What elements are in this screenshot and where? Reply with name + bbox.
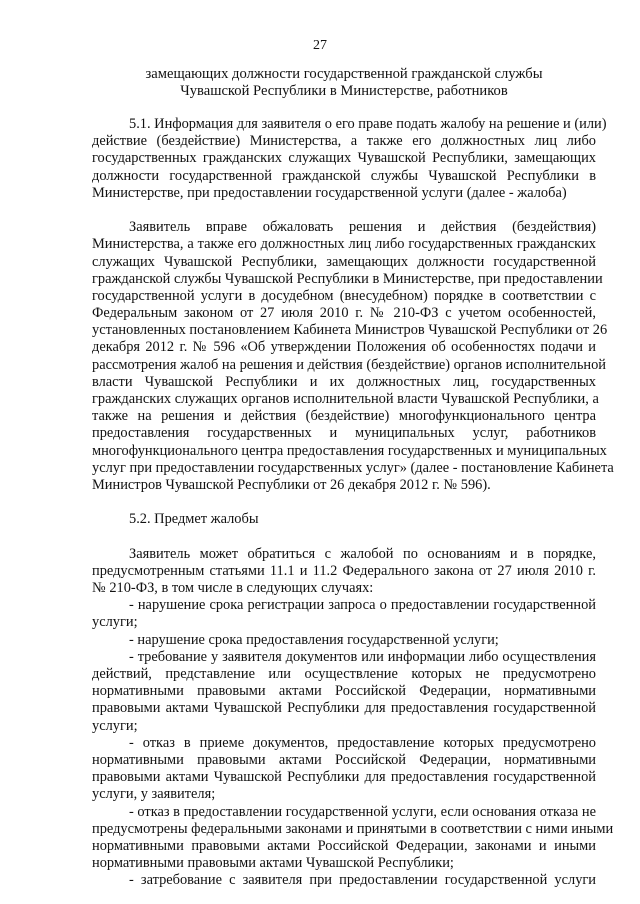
text-line: услуги, у заявителя; <box>92 786 216 803</box>
text-line: № 210-ФЗ, в том числе в следующих случаях: <box>92 580 374 597</box>
text-line: - отказ в предоставлении государственной услуги, если основания отказа не <box>129 803 596 820</box>
text-line: Министерстве, при предоставлении государственной услуги (далее - жалоба) <box>92 184 567 201</box>
text-line: услуги; <box>92 614 138 631</box>
text-line: действий, представление или осуществление которых не предусмотрено <box>92 666 596 682</box>
text-line: - отказ в приеме документов, предоставление которых предусмотрено <box>129 734 596 751</box>
text-line: многофункционального центра предоставления государственных и муниципальных <box>92 442 607 459</box>
title-line: Чувашской Республики в Министерстве, работников <box>180 83 508 99</box>
list-item <box>92 735 596 804</box>
spacer <box>92 202 596 219</box>
text-line: предусмотренным статьями 11.1 и 11.2 Федерального закона от 27 июля 2010 г. <box>92 562 596 579</box>
text-line: Заявитель может обратиться с жалобой по основаниям и в порядке, <box>129 545 596 562</box>
text-line: служащих Чувашской Республики, замещающих должности государственной <box>92 253 596 270</box>
text-line: правовыми актами Чувашской Республики для предоставления государственной <box>92 700 596 717</box>
text-line: - нарушение срока предоставления государственной услуги; <box>129 631 499 648</box>
text-line: нормативными правовыми актами Российской Федерации, законами и иными <box>92 837 596 854</box>
section-5-1-heading <box>92 116 607 202</box>
text-line: Заявитель вправе обжаловать решения и действия (бездействия) <box>129 219 596 236</box>
text-line: гражданских служащих органов исполнительной власти Чувашской Республики, а <box>92 391 599 407</box>
text-line: нормативными правовыми актами Чувашской Республики; <box>92 855 454 872</box>
paragraph-complaint-grounds <box>92 546 596 598</box>
text-line: декабря 2012 г. № 596 «Об утверждении Положения об особенностях подачи и <box>92 339 596 356</box>
text-line: государственных гражданских служащих Чувашской Республики, замещающих <box>92 150 596 167</box>
text-line: установленных постановлением Кабинета Министров Чувашской Республики от 26 <box>92 322 608 339</box>
list-item <box>92 803 614 873</box>
text-line: 5.1. Информация для заявителя о его праве подать жалобу на решение и (или) <box>129 116 607 132</box>
list-item <box>92 872 596 889</box>
text-line: Министров Чувашской Республики от 26 декабря 2012 г. № 596). <box>92 476 491 493</box>
text-line: - затребование с заявителя при предоставлении государственной услуги <box>129 872 596 889</box>
document-body <box>92 116 614 889</box>
text-line: предоставления государственных и муниципальных услуг, работников <box>92 425 596 442</box>
list-item <box>92 649 596 735</box>
text-line: власти Чувашской Республики и их должностных лиц, государственных <box>92 373 596 390</box>
text-line: действие (бездействие) Министерства, а также его должностных лиц либо <box>92 133 596 150</box>
text-line: должности государственной гражданской службы Чувашской Республики в <box>92 167 596 184</box>
page-number: 27 <box>313 38 327 53</box>
text-line: правовыми актами Чувашской Республики для предоставления государственной <box>92 769 596 786</box>
paragraph-appeal-right <box>92 219 614 494</box>
text-line: - требование у заявителя документов или информации либо осуществления <box>129 648 596 665</box>
text-line: также на решения и действия (бездействие) многофункционального центра <box>92 408 596 425</box>
spacer <box>92 494 596 511</box>
section-title <box>92 66 596 100</box>
text-line: услуги; <box>92 717 138 734</box>
spacer <box>92 529 596 546</box>
title-line: замещающих должности государственной гражданской службы <box>145 66 543 82</box>
text-line: нормативными правовыми актами Российской Федерации, нормативными <box>92 683 596 700</box>
text-line: Федеральным законом от 27 июля 2010 г. № 210-ФЗ с учетом особенностей, <box>92 305 596 322</box>
text-line: предусмотрены федеральными законами и принятыми в соответствии с ними иными <box>92 820 614 837</box>
list-item <box>92 632 596 649</box>
list-item <box>92 597 596 631</box>
text-line: рассмотрения жалоб на решения и действия (бездействие) органов исполнительной <box>92 356 606 373</box>
text-line: услуг при предоставлении государственных услуг» (далее - постановление Кабинета <box>92 459 614 476</box>
section-5-2-heading: 5.2. Предмет жалобы <box>129 511 259 528</box>
text-line: гражданской службы Чувашской Республики в Министерстве, при предоставлении <box>92 270 603 287</box>
text-line: - нарушение срока регистрации запроса о предоставлении государственной <box>129 597 596 614</box>
text-line: государственной услуги в досудебном (внесудебном) порядке в соответствии с <box>92 287 596 304</box>
text-line: Министерства, а также его должностных лиц либо государственных гражданских <box>92 236 596 253</box>
text-line: нормативными правовыми актами Российской Федерации, нормативными <box>92 751 596 768</box>
